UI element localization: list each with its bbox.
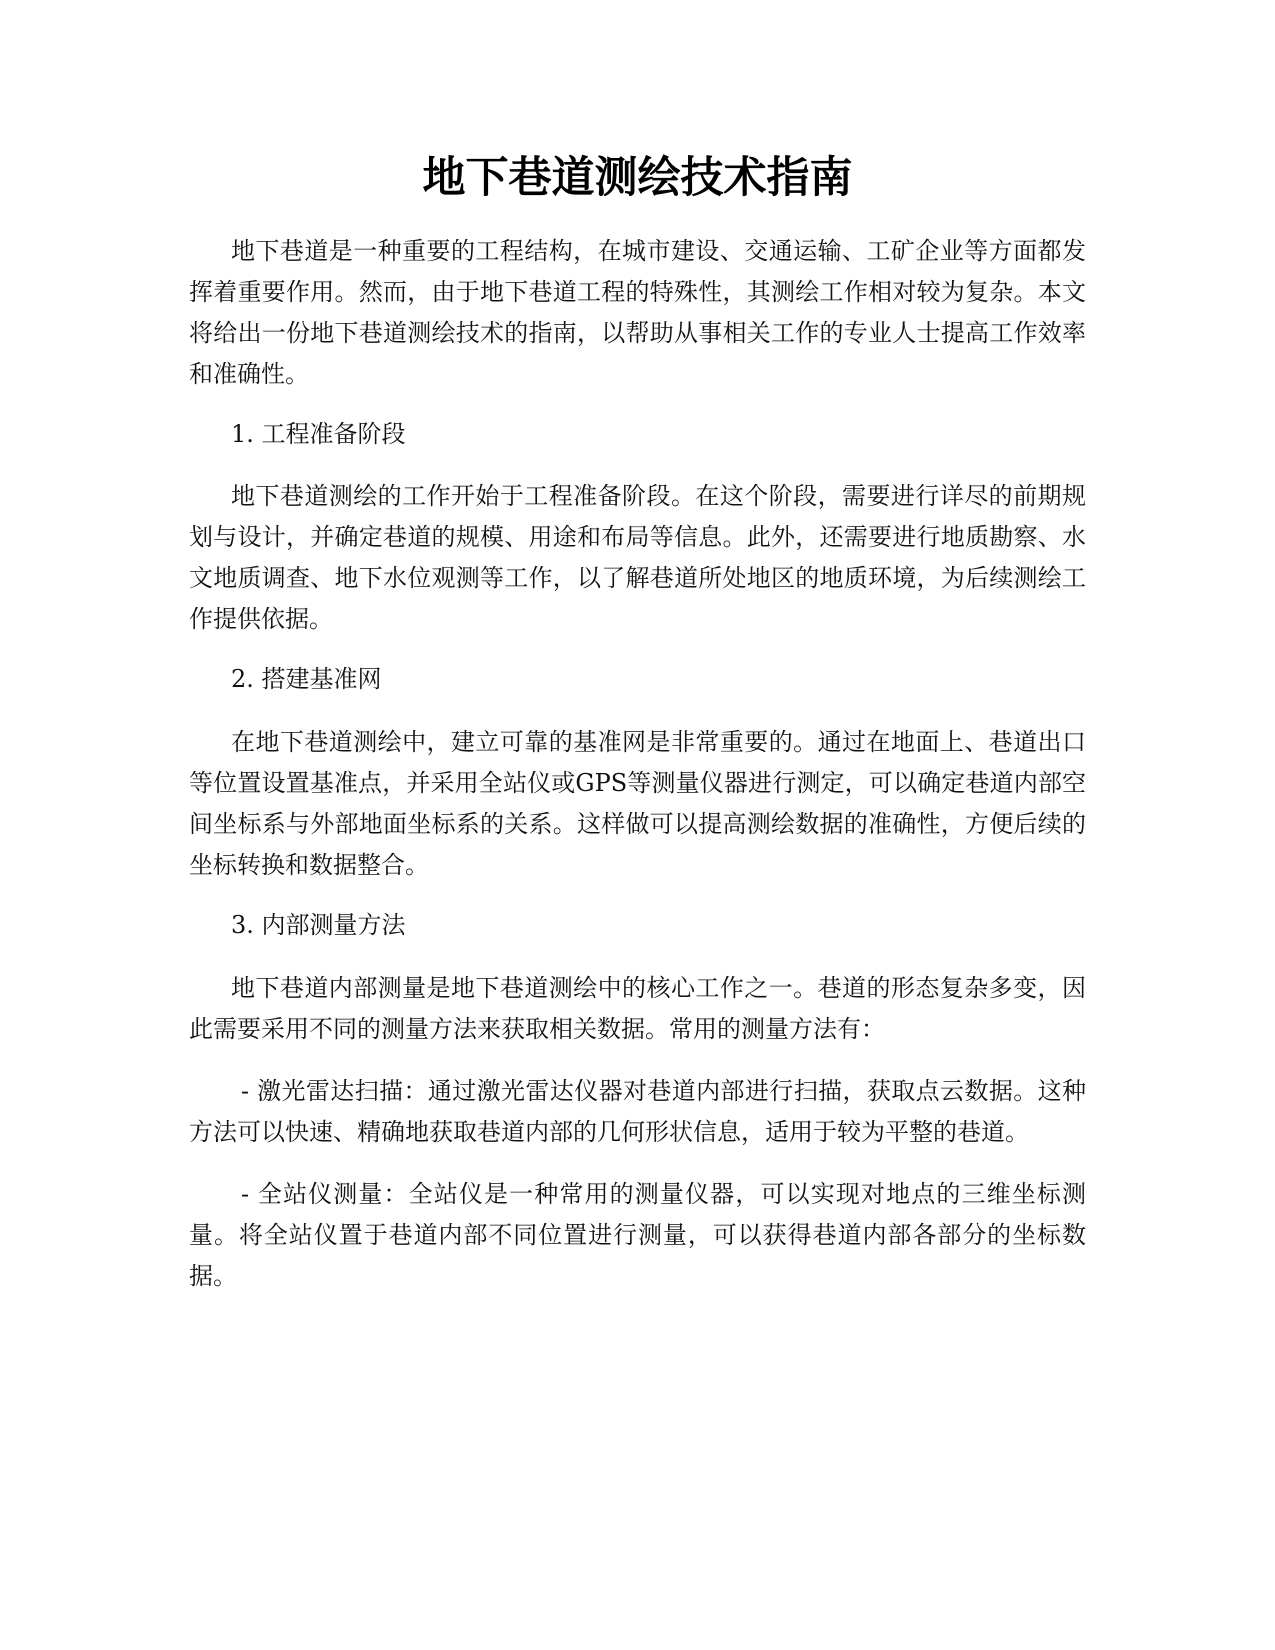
- bullet-item-lidar: - 激光雷达扫描：通过激光雷达仪器对巷道内部进行扫描，获取点云数据。这种方法可以快速、精确地获取巷道内部的几何形状信息，适用于较为平整的巷道。: [189, 1077, 1086, 1146]
- section-heading-1: 1. 工程准备阶段: [231, 420, 406, 448]
- section-heading-3: 3. 内部测量方法: [231, 911, 406, 939]
- section-paragraph-3: 地下巷道内部测量是地下巷道测绘中的核心工作之一。巷道的形态复杂多变，因此需要采用不同的测量方法来获取相关数据。常用的测量方法有：: [189, 974, 1086, 1043]
- document-title: 地下巷道测绘技术指南: [422, 153, 853, 203]
- intro-paragraph: 地下巷道是一种重要的工程结构，在城市建设、交通运输、工矿企业等方面都发挥着重要作用。然而，由于地下巷道工程的特殊性，其测绘工作相对较为复杂。本文将给出一份地下巷道测绘技术的指南，以帮助从事相关工作的专业人士提高工作效率和准确性。: [189, 237, 1086, 388]
- section-heading-2: 2. 搭建基准网: [231, 665, 382, 693]
- section-paragraph-1: 地下巷道测绘的工作开始于工程准备阶段。在这个阶段，需要进行详尽的前期规划与设计，并确定巷道的规模、用途和布局等信息。此外，还需要进行地质勘察、水文地质调查、地下水位观测等工作，以了解巷道所处地区的地质环境，为后续测绘工作提供依据。: [189, 482, 1086, 633]
- bullet-item-total-station: - 全站仪测量：全站仪是一种常用的测量仪器，可以实现对地点的三维坐标测量。将全站仪置于巷道内部不同位置进行测量，可以获得巷道内部各部分的坐标数据。: [189, 1180, 1086, 1290]
- section-paragraph-2: 在地下巷道测绘中，建立可靠的基准网是非常重要的。通过在地面上、巷道出口等位置设置基准点，并采用全站仪或GPS等测量仪器进行测定，可以确定巷道内部空间坐标系与外部地面坐标系的关系。这样做可以提高测绘数据的准确性，方便后续的坐标转换和数据整合。: [189, 728, 1086, 879]
